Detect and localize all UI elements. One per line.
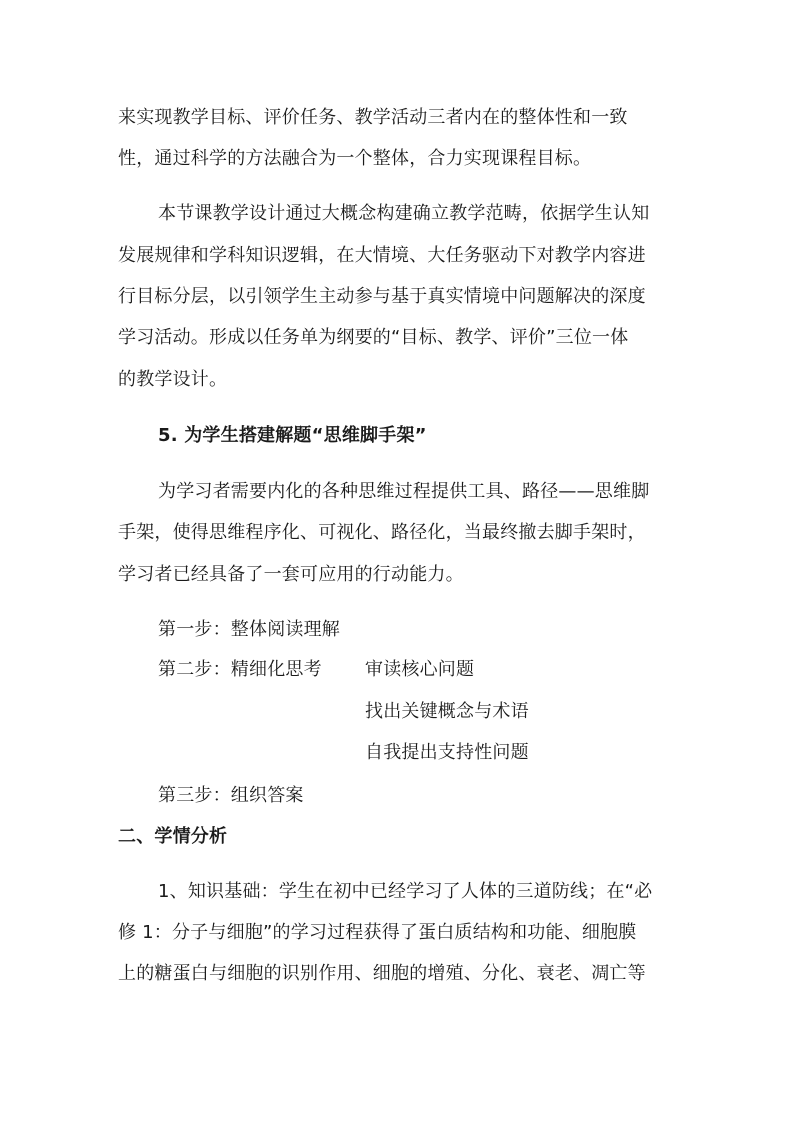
paragraph1-line-1: 来实现教学目标、评价任务、教学活动三者内在的整体性和一致	[118, 107, 628, 128]
section5-heading: 5. 为学生搭建解题“思维脚手架”	[158, 425, 427, 446]
section2-line-1: 1、知识基础：学生在初中已经学习了人体的三道防线；在“必	[158, 881, 653, 902]
section2-line-2: 修 1：分子与细胞”的学习过程获得了蛋白质结构和功能、细胞膜	[118, 922, 637, 943]
paragraph2-line-4: 学习活动。形成以任务单为纲要的“目标、教学、评价”三位一体	[118, 327, 629, 348]
section2-heading: 二、学情分析	[118, 826, 228, 847]
paragraph2-line-2: 发展规律和学科知识逻辑，在大情境、大任务驱动下对教学内容进	[118, 245, 646, 266]
section5-line-3: 学习者已经具备了一套可应用的行动能力。	[118, 564, 464, 585]
step2-item-1: 审读核心问题	[365, 659, 475, 680]
step1: 第一步：整体阅读理解	[158, 619, 340, 640]
section5-line-1: 为学习者需要内化的各种思维过程提供工具、路径——思维脚	[158, 481, 650, 502]
step2-item-3: 自我提出支持性问题	[365, 742, 529, 763]
paragraph2-line-3: 行目标分层，以引领学生主动参与基于真实情境中问题解决的深度	[118, 286, 646, 307]
section2-line-3: 上的糖蛋白与细胞的识别作用、细胞的增殖、分化、衰老、凋亡等	[118, 963, 646, 984]
step2: 第二步：精细化思考	[158, 659, 322, 680]
step3: 第三步：组织答案	[158, 785, 304, 806]
section5-line-2: 手架，使得思维程序化、可视化、路径化，当最终撤去脚手架时，	[118, 522, 646, 543]
step2-item-2: 找出关键概念与术语	[365, 701, 529, 722]
paragraph1-line-2: 性，通过科学的方法融合为一个整体，合力实现课程目标。	[118, 148, 592, 169]
paragraph2-line-1: 本节课教学设计通过大概念构建确立教学范畴，依据学生认知	[158, 203, 650, 224]
paragraph2-line-5: 的教学设计。	[118, 369, 228, 390]
